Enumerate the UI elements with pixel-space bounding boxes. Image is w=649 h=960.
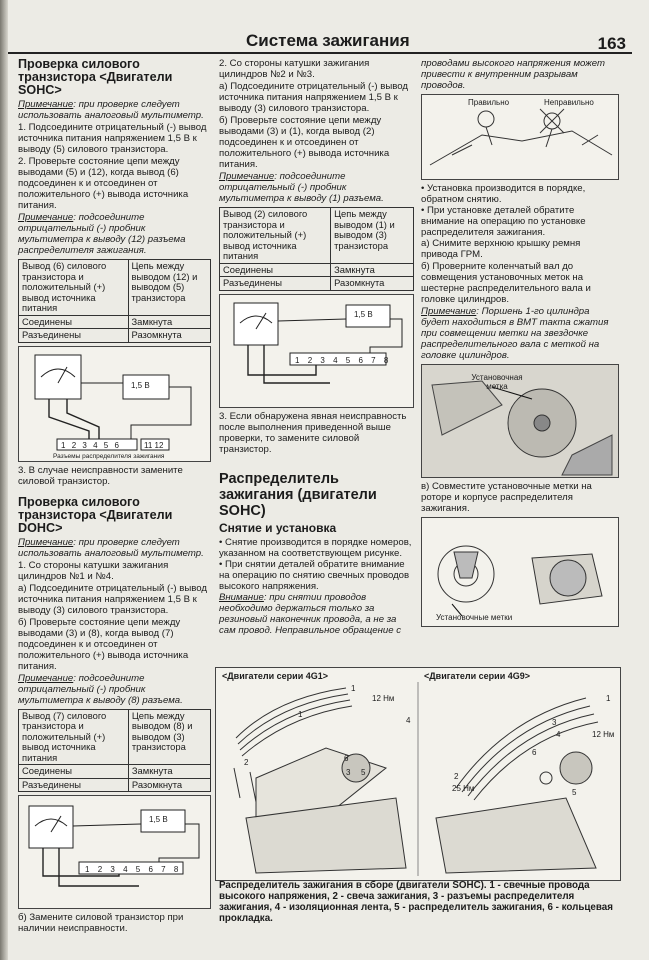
callout-number: 4: [406, 716, 411, 725]
bullet-text: • Снятие производится в порядке номеров, указанном на соответствующем рисунке.: [219, 536, 412, 559]
wire-removal-illustration: [421, 94, 619, 180]
callout-number: 3: [552, 718, 557, 727]
connector-pins: 11 12: [144, 440, 164, 450]
battery-label: 1,5 В: [354, 309, 373, 319]
continuity-table-2: [18, 709, 211, 793]
note: Примечание: подсоедините отрицательный (-) пробник мультиметра к выводу (1) разъема.: [219, 171, 384, 204]
callout-number: 2: [244, 758, 249, 767]
step-text: а) Снимите верхнюю крышку ремня привода ГРМ.: [421, 238, 581, 260]
step-text: б) Замените силовой транзистор при наличии неисправности.: [18, 912, 184, 934]
column-right: [421, 58, 619, 630]
torque-label: 25 Нм: [452, 784, 475, 793]
step-text: 1. Подсоедините отрицательный (-) вывод источника питания напряжением 1,5 В к выводу (5) силового транзистора.: [18, 122, 207, 155]
table-cell: Разъединены: [220, 277, 331, 291]
callout-number: 3: [346, 768, 351, 777]
battery-label: 1,5 В: [149, 815, 168, 824]
timing-marks-label: Установочные метки: [436, 613, 513, 622]
table-cell: Разъединены: [19, 329, 129, 343]
multimeter-diagram-1: [18, 346, 211, 462]
callout-number: 6: [532, 748, 537, 757]
page-header: [8, 30, 632, 54]
column-middle: [219, 58, 414, 637]
step-text: 3. В случае неисправности замените силовой транзистор.: [18, 464, 183, 487]
callout-number: 1: [351, 684, 356, 693]
section-heading-distributor: Распределитель зажигания (двигатели SOHC): [219, 470, 377, 519]
multimeter-diagram-3: [219, 294, 414, 408]
note: Примечание: подсоедините отрицательный (-) пробник мультиметра к выводу (12) разъема распределителя зажигания.: [18, 212, 186, 256]
distributor-assembly-figure: [215, 667, 621, 881]
timing-mark-illustration: [421, 364, 619, 478]
step-text: 1. Со стороны катушки зажигания цилиндров №1 и №4.: [18, 559, 169, 582]
series-4g1-title: <Двигатели серии 4G1>: [222, 671, 328, 681]
step-text: 3. Если обнаружена явная неисправность после выполнения приведенной выше проверки, то замените силовой транзистор.: [219, 410, 407, 455]
callout-number: 6: [344, 754, 349, 763]
table-cell: Разъединены: [19, 778, 129, 792]
callout-number: 1: [298, 710, 303, 719]
battery-label: 1,5 В: [131, 380, 150, 390]
callout-number: 5: [572, 788, 577, 797]
correct-label: Правильно: [468, 98, 510, 107]
step-text: б) Проверьте состояние цепи между выводами (3) и (8), когда вывод (7) подсоединен к и отсоединен от положительного (+) вывода источника питания.: [18, 616, 189, 672]
step-text: б) Проверьте состояние цепи между выводами (3) и (1), когда вывод (2) подсоединен к и отсоединен от положительного (+) вывода источника питания.: [219, 115, 390, 170]
callout-number: 4: [556, 730, 561, 739]
table-cell: Цепь между выводом (12) и выводом (5) транзистора: [128, 260, 211, 316]
table-cell: Соединены: [220, 263, 331, 277]
page-number: 163: [597, 34, 626, 53]
continuity-table-3: [219, 207, 414, 291]
timing-mark-label: Установочная метка: [471, 373, 523, 391]
table-cell: Вывод (2) силового транзистора и положительный (+) вывод источника питания: [220, 208, 331, 264]
table-cell: Цепь между выводом (8) и выводом (3) транзистора: [128, 709, 210, 765]
callout-number: 1: [606, 694, 611, 703]
incorrect-label: Неправильно: [544, 98, 594, 107]
figure-caption: Разъемы распределителя зажигания: [53, 452, 165, 460]
table-cell: Разомкнута: [128, 329, 211, 343]
table-cell: Разомкнута: [128, 778, 210, 792]
multimeter-diagram-2: [18, 795, 211, 909]
warning-continued: проводами высокого напряжения может привести к внутренним разрывам проводов.: [421, 58, 605, 91]
step-text: в) Совместите установочные метки на роторе и корпусе распределителя зажигания.: [421, 481, 592, 514]
table-cell: Замкнута: [128, 315, 211, 329]
note: Примечание: подсоедините отрицательный (-) пробник мультиметра к выводу (8) разъема.: [18, 672, 183, 706]
connector-pins: 1 2 3 4 5 6 7 8: [295, 355, 392, 365]
step-text: 2. Проверьте состояние цепи между выводами (5) и (12), когда вывод (6) подсоединен к и отсоединен от положительного (+) вывода источника питания.: [18, 156, 189, 211]
bullet-text: • Установка производится в порядке, обратном снятию.: [421, 183, 586, 205]
multimeter-wiring-illustration: [220, 295, 413, 407]
continuity-table-1: [18, 259, 211, 343]
exploded-view-drawing: [216, 668, 620, 880]
callout-number: 5: [361, 768, 366, 777]
table-cell: Соединены: [19, 315, 129, 329]
table-cell: Разомкнута: [331, 277, 414, 291]
multimeter-wiring-illustration: [19, 796, 210, 908]
torque-label: 12 Нм: [372, 694, 395, 703]
table-cell: Цепь между выводом (1) и выводом (3) транзистора: [331, 208, 414, 264]
connector-pins: 1 2 3 4 5 6 7 8: [85, 865, 182, 874]
step-text: а) Подсоедините отрицательный (-) вывод источника питания напряжением 1,5 В к выводу (3) силового транзистора.: [18, 582, 207, 616]
table-cell: Вывод (6) силового транзистора и положительный (+) вывод источника питания: [19, 260, 129, 316]
step-text: а) Подсоедините отрицательный (-) вывод источника питания напряжением 1,5 В к выводу (3) силового транзистора.: [219, 81, 408, 114]
bullet-text: • При снятии деталей обратите внимание на операцию по снятию свечных проводов высокого напряжения.: [219, 558, 410, 592]
table-cell: Вывод (7) силового транзистора и положительный (+) вывод источника питания: [19, 709, 129, 765]
page-binding-shadow: [0, 0, 8, 960]
section-heading-dohc: Проверка силового транзистора <Двигатели DOHC>: [18, 494, 173, 535]
warning: Внимание: при снятии проводов необходимо держаться только за резиновый наконечник провода, а не за сам провод. Неправильное обращение с: [219, 591, 402, 636]
step-text: б) Проверните коленчатый вал до совмещения установочных меток на шестерне распределительного вала и головке цилиндров.: [421, 261, 591, 305]
column-left: [18, 58, 211, 935]
note: Примечание: при проверке следует использовать аналоговый мультиметр.: [18, 536, 204, 559]
step-text: 2. Со стороны катушки зажигания цилиндров №2 и №3.: [219, 58, 370, 80]
note: Примечание: при проверке следует использовать аналоговый мультиметр.: [18, 99, 204, 121]
subsection-heading: Снятие и установка: [219, 520, 337, 535]
table-cell: Замкнута: [128, 765, 210, 779]
section-heading-sohc: Проверка силового транзистора <Двигатели SOHC>: [18, 57, 173, 97]
connector-pins: 1 2 3 4 5 6: [61, 440, 121, 450]
bullet-text: • При установке деталей обратите внимание на операцию по установке распределителя зажигания.: [421, 205, 586, 238]
series-4g9-title: <Двигатели серии 4G9>: [424, 671, 530, 681]
distributor-drawing: [422, 518, 618, 626]
table-cell: Замкнута: [331, 263, 414, 277]
torque-label: 12 Нм: [592, 730, 615, 739]
figure-caption: Распределитель зажигания в сборе (двигатели SOHC). 1 - свечные провода высокого напряжения, 2 - свеча зажигания, 3 - разъемы распределителя зажигания, 4 - изоляционная лента, 5 - распределитель зажигания, 6 - кольцевая прокладка.: [219, 880, 613, 924]
note: Примечание: Поршень 1-го цилиндра будет находиться в ВМТ такта сжатия при совмещении метки на звездочке распределительного вала с меткой на головке цилиндров.: [421, 306, 609, 361]
callout-number: 2: [454, 772, 459, 781]
distributor-marks-illustration: [421, 517, 619, 627]
table-cell: Соединены: [19, 765, 129, 779]
chapter-title: Система зажигания: [246, 31, 410, 50]
